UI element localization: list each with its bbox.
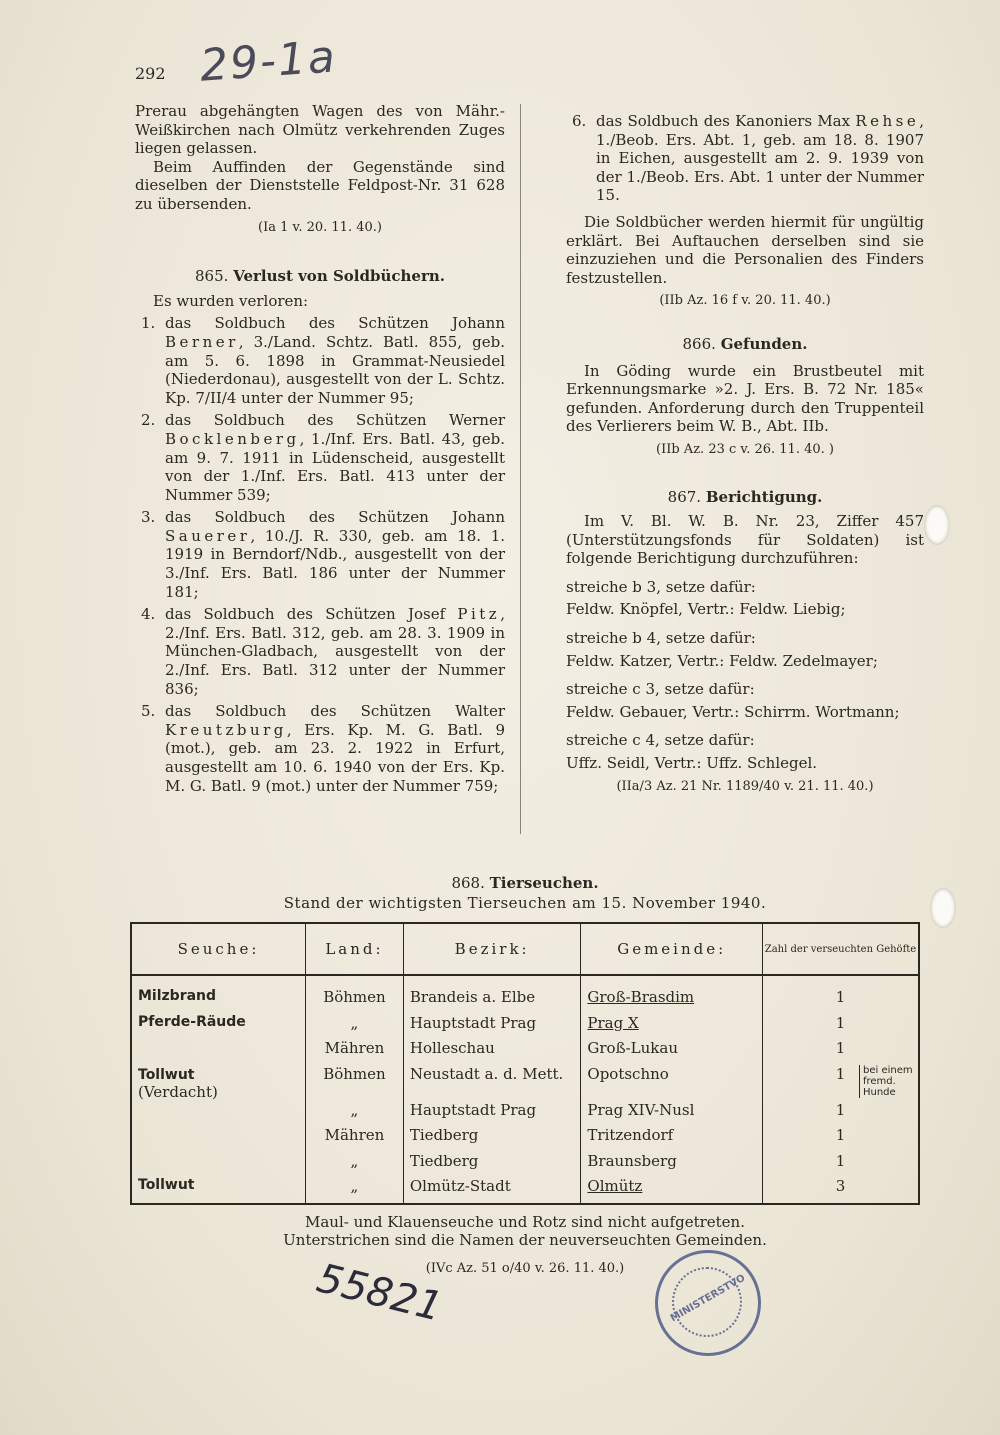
section-865-heading xyxy=(135,267,505,286)
handwritten-stamp-number: 55821 xyxy=(312,1255,447,1331)
correction-value: Feldw. Knöpfel, Vertr.: Feldw. Liebig; xyxy=(566,600,846,619)
gemeinde-cell: Opotschno xyxy=(581,1065,763,1101)
right-column xyxy=(566,112,924,796)
column-header: Zahl der verseuchten Gehöfte xyxy=(762,923,919,975)
reference-note: (Ia 1 v. 20. 11. 40.) xyxy=(258,219,382,235)
list-item xyxy=(135,508,505,601)
item-name: Bocklenberg xyxy=(165,429,300,448)
correction-value: Uffz. Seidl, Vertr.: Uffz. Schlegel. xyxy=(566,754,818,773)
count-value: 1 xyxy=(835,1064,846,1083)
table-row xyxy=(131,1101,919,1127)
intro-paragraph: Prerau abgehängten Wagen des von Mähr.-Weißkirchen nach Olmütz verkehrenden Zuges liegen gelassen. xyxy=(135,102,505,158)
section-number: 868. xyxy=(451,874,485,892)
item-text: , 10./J. R. 330, geb. am 18. 1. 1919 in Berndorf/Ndb., ausgestellt von der 3./Inf. Ers. Batl. 186 unter der Nummer 181; xyxy=(165,526,505,601)
section-868 xyxy=(130,874,920,1276)
item-text: , 1./Inf. Ers. Batl. 43, geb. am 9. 7. 1911 in Lüdenscheid, ausgestellt von der 1./Inf. Ers. Batl. 413 unter der Nummer 539; xyxy=(165,429,505,504)
land-cell: Mähren xyxy=(306,1126,404,1152)
item-text: das Soldbuch des Schützen Josef xyxy=(165,605,458,624)
bezirk-cell: Hauptstadt Prag xyxy=(403,1101,581,1127)
item-text: das Soldbuch des Schützen Johann xyxy=(165,508,505,527)
count-cell: 1 xyxy=(835,1100,846,1119)
footer-line: Maul- und Klauenseuche und Rotz sind nicht aufgetreten. xyxy=(305,1212,745,1231)
item-number: 3. xyxy=(141,508,156,527)
land-cell: „ xyxy=(306,1177,404,1204)
correction-command: streiche b 4, setze dafür: xyxy=(566,629,756,648)
gemeinde-cell: Groß-Brasdim xyxy=(581,975,763,1014)
bezirk-cell: Tiedberg xyxy=(403,1152,581,1178)
bezirk-cell: Neustadt a. d. Mett. xyxy=(403,1065,581,1101)
table-row xyxy=(131,975,919,1014)
list-item xyxy=(135,314,505,407)
count-cell: 1 xyxy=(835,1039,846,1057)
gemeinde-cell: Braunsberg xyxy=(581,1152,763,1178)
section-866-heading xyxy=(566,335,924,354)
column-header: Land: xyxy=(306,923,404,975)
punch-hole xyxy=(930,888,956,928)
disease-cell xyxy=(131,1152,306,1178)
correction-item xyxy=(566,731,924,772)
section-867-text: Im V. Bl. W. B. Nr. 23, Ziffer 457 (Unterstützungsfonds für Soldaten) ist folgende Berichtigung durchzuführen: xyxy=(566,512,924,568)
count-cell: 3 xyxy=(835,1177,846,1195)
count-note: bei einem fremd. Hunde xyxy=(859,1065,918,1098)
item-name: Berner xyxy=(165,332,239,351)
item-text: das Soldbuch des Schützen Johann xyxy=(165,314,505,333)
item-name: Rehse xyxy=(855,112,920,130)
disease-cell xyxy=(131,1039,306,1065)
item-name: Kreutzburg xyxy=(165,720,287,739)
disease-cell xyxy=(131,1126,306,1152)
column-divider xyxy=(520,104,521,834)
reference-note: (IIa/3 Az. 21 Nr. 1189/40 v. 21. 11. 40.) xyxy=(616,778,874,794)
section-865-lead: Es wurden verloren: xyxy=(153,291,309,310)
disease-name: Tollwut xyxy=(138,1066,195,1083)
count-cell xyxy=(762,1065,919,1101)
list-item xyxy=(566,112,924,205)
table-row xyxy=(131,1126,919,1152)
column-header: Seuche: xyxy=(131,923,306,975)
table-row xyxy=(131,1177,919,1204)
item-text: , 1./Beob. Ers. Abt. 1, geb. am 18. 8. 1907 in Eichen, ausgestellt am 2. 9. 1939 von der 1./Beob. Ers. Abt. 1 unter der Nummer 15. xyxy=(596,112,924,205)
land-cell: Böhmen xyxy=(306,975,404,1014)
correction-item xyxy=(566,629,924,670)
section-868-heading xyxy=(130,874,920,892)
section-867-heading xyxy=(566,488,924,507)
item-number: 4. xyxy=(141,605,156,624)
count-cell: 1 xyxy=(835,988,846,1006)
gemeinde-cell: Groß-Lukau xyxy=(581,1039,763,1065)
column-header: Bezirk: xyxy=(403,923,581,975)
section-number: 867. xyxy=(667,487,702,506)
reference-note: (IIb Az. 23 c v. 26. 11. 40. ) xyxy=(656,441,834,457)
item-number: 2. xyxy=(141,411,156,430)
reference-note: (IVc Az. 51 o/40 v. 26. 11. 40.) xyxy=(425,1260,625,1276)
count-cell: 1 xyxy=(835,1126,846,1144)
bezirk-cell: Brandeis a. Elbe xyxy=(403,975,581,1014)
bezirk-cell: Holleschau xyxy=(403,1039,581,1065)
section-868-subtitle: Stand der wichtigsten Tierseuchen am 15. November 1940. xyxy=(283,894,767,912)
bezirk-cell: Olmütz-Stadt xyxy=(403,1177,581,1204)
gemeinde-cell: Tritzendorf xyxy=(581,1126,763,1152)
intro-paragraph: Beim Auffinden der Gegenstände sind dieselben der Dienststelle Feldpost-Nr. 31 628 zu übersenden. xyxy=(135,157,505,213)
gemeinde-cell: Prag X xyxy=(581,1014,763,1040)
page-number: 292 xyxy=(135,64,166,83)
footer-line: Unterstrichen sind die Namen der neuverseuchten Gemeinden. xyxy=(283,1230,767,1249)
table-row xyxy=(131,1014,919,1040)
land-cell: Böhmen xyxy=(306,1065,404,1101)
correction-item xyxy=(566,680,924,721)
count-cell: 1 xyxy=(835,1013,846,1032)
ministry-seal-stamp xyxy=(655,1250,761,1356)
correction-command: streiche b 3, setze dafür: xyxy=(566,577,756,596)
disease-cell xyxy=(131,1065,306,1101)
gemeinde-cell: Olmütz xyxy=(581,1177,763,1204)
table-row xyxy=(131,1065,919,1101)
item-text: , 3./Land. Schtz. Batl. 855, geb. am 5. 6. 1898 in Grammat-Neusiedel (Niederdonau), ausgestellt von der L. Schtz. Kp. 7/II/4 unter der Nummer 95; xyxy=(165,332,505,407)
correction-item xyxy=(566,578,924,619)
correction-command: streiche c 3, setze dafür: xyxy=(566,680,755,699)
count-cell: 1 xyxy=(835,1151,846,1170)
table-row xyxy=(131,1152,919,1178)
land-cell: Mähren xyxy=(306,1039,404,1065)
section-865-closing: Die Soldbücher werden hiermit für ungültig erklärt. Bei Auftauchen derselben sind sie einzuziehen und die Personalien des Finders festzustellen. xyxy=(566,212,924,287)
lost-soldbuch-list-continued xyxy=(566,112,924,205)
disease-cell: Milzbrand xyxy=(131,975,306,1014)
table-row xyxy=(131,1039,919,1065)
correction-value: Feldw. Katzer, Vertr.: Feldw. Zedelmayer; xyxy=(566,651,878,670)
left-column xyxy=(135,102,505,795)
item-name: Sauerer xyxy=(165,526,251,545)
gemeinde-cell: Prag XIV-Nusl xyxy=(581,1101,763,1127)
land-cell: „ xyxy=(306,1101,404,1127)
section-title: Berichtigung. xyxy=(705,487,823,506)
land-cell: „ xyxy=(306,1014,404,1040)
tierseuchen-table xyxy=(130,922,920,1205)
item-text: , Ers. Kp. M. G. Batl. 9 (mot.), geb. am 23. 2. 1922 in Erfurt, ausgestellt am 10. 6. 1940 von der Ers. Kp. M. G. Batl. 9 (mot.) unter der Nummer 759; xyxy=(165,720,505,795)
section-title: Verlust von Soldbüchern. xyxy=(233,267,445,286)
section-866-text: In Göding wurde ein Brustbeutel mit Erkennungsmarke »2. J. Ers. B. 72 Nr. 185« gefunden. Anforderung durch den Truppenteil des Verlierers beim W. B., Abt. IIb. xyxy=(566,361,924,436)
table-header-row xyxy=(131,923,919,975)
section-number: 865. xyxy=(195,267,229,286)
item-number: 5. xyxy=(141,702,156,721)
correction-value: Feldw. Gebauer, Vertr.: Schirrm. Wortmann; xyxy=(566,702,900,721)
seal-text: MINISTERSTVO xyxy=(668,1272,748,1325)
handwritten-reference: 29-1a xyxy=(198,31,339,92)
item-name: Pitz xyxy=(457,605,501,624)
punch-hole xyxy=(924,505,950,545)
section-title: Gefunden. xyxy=(720,334,808,353)
reference-note: (IIb Az. 16 f v. 20. 11. 40.) xyxy=(659,293,831,309)
section-number: 866. xyxy=(682,334,716,353)
land-cell: „ xyxy=(306,1152,404,1178)
disease-cell xyxy=(131,1101,306,1127)
item-number: 1. xyxy=(141,314,156,333)
lost-soldbuch-list xyxy=(135,314,505,795)
list-item xyxy=(135,411,505,504)
list-item xyxy=(135,605,505,698)
list-item xyxy=(135,702,505,795)
item-text: das Soldbuch des Schützen Walter xyxy=(165,702,505,721)
bezirk-cell: Hauptstadt Prag xyxy=(403,1014,581,1040)
item-text: das Soldbuch des Schützen Werner xyxy=(165,411,505,430)
disease-note: (Verdacht) xyxy=(138,1082,218,1101)
bezirk-cell: Tiedberg xyxy=(403,1126,581,1152)
column-header: Gemeinde: xyxy=(581,923,763,975)
section-title: Tierseuchen. xyxy=(489,874,599,892)
item-text: das Soldbuch des Kanoniers Max xyxy=(596,112,856,130)
disease-cell: Tollwut xyxy=(131,1177,306,1204)
disease-cell: Pferde-Räude xyxy=(131,1014,306,1040)
correction-list xyxy=(566,578,924,773)
section-868-footer xyxy=(130,1213,920,1249)
correction-command: streiche c 4, setze dafür: xyxy=(566,731,755,750)
item-text: , 2./Inf. Ers. Batl. 312, geb. am 28. 3. 1909 in München-Gladbach, ausgestellt von der 2./Inf. Ers. Batl. 312 unter der Nummer 836; xyxy=(165,605,505,698)
item-number: 6. xyxy=(572,112,587,130)
